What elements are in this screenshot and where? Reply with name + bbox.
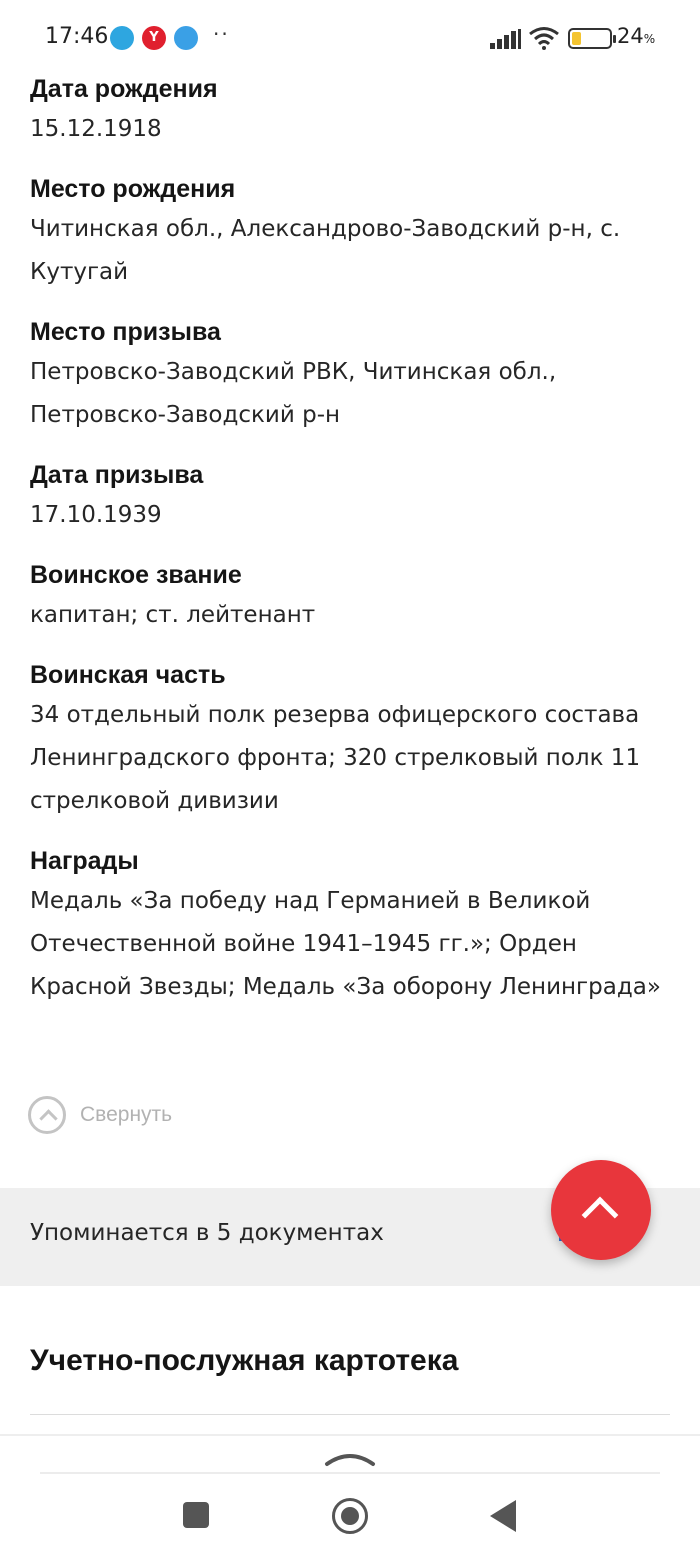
battery-icon xyxy=(568,28,612,49)
nav-divider xyxy=(40,1472,660,1474)
back-icon[interactable] xyxy=(490,1500,516,1532)
detail-field xyxy=(30,313,670,437)
field-label: Дата призыва xyxy=(30,461,204,489)
more-notifications-icon: ·· xyxy=(213,22,230,46)
gesture-handle-icon[interactable] xyxy=(324,1446,376,1468)
telegram-icon xyxy=(110,26,134,50)
navigation-bar xyxy=(0,1434,700,1556)
chevron-up-icon xyxy=(28,1096,66,1134)
home-icon[interactable] xyxy=(332,1498,368,1534)
detail-field xyxy=(30,456,670,537)
soldier-details xyxy=(30,70,670,1028)
field-label: Воинское звание xyxy=(30,561,242,589)
section-title: Учетно-послужная картотека xyxy=(30,1344,459,1377)
field-value: Медаль «За победу над Германией в Великой Отечественной войне 1941–1945 гг.»; Орден Красной Звезды; Медаль «За оборону Ленинграда» xyxy=(30,888,661,1000)
detail-field xyxy=(30,556,670,637)
field-label: Воинская часть xyxy=(30,661,226,689)
field-label: Место призыва xyxy=(30,318,221,346)
arrow-up-icon xyxy=(582,1197,619,1234)
detail-field xyxy=(30,842,670,1009)
status-bar xyxy=(0,0,700,62)
field-value: Читинская обл., Александрово-Заводский р-н, с. Кутугай xyxy=(30,216,621,285)
field-value: 15.12.1918 xyxy=(30,116,162,142)
detail-field xyxy=(30,170,670,294)
field-value: капитан; ст. лейтенант xyxy=(30,602,316,628)
mentions-text: Упоминается в 5 документах xyxy=(30,1220,384,1246)
detail-field xyxy=(30,70,670,151)
battery-percent: 24% xyxy=(617,24,656,48)
field-value: 34 отдельный полк резерва офицерского состава Ленинградского фронта; 320 стрелковый полк 11 стрелковой дивизии xyxy=(30,702,641,814)
wifi-icon xyxy=(528,26,560,50)
scroll-to-top-button[interactable] xyxy=(551,1160,651,1260)
collapse-label: Свернуть xyxy=(80,1103,173,1126)
field-label: Награды xyxy=(30,847,139,875)
field-label: Дата рождения xyxy=(30,75,218,103)
field-value: Петровско-Заводский РВК, Читинская обл., Петровско-Заводский р-н xyxy=(30,359,557,428)
recent-apps-icon[interactable] xyxy=(183,1502,209,1528)
status-time: 17:46 xyxy=(45,24,109,49)
yandex-icon: Y xyxy=(142,26,166,50)
divider xyxy=(30,1414,670,1415)
collapse-button[interactable] xyxy=(28,1095,172,1135)
field-value: 17.10.1939 xyxy=(30,502,162,528)
detail-field xyxy=(30,656,670,823)
app-icon xyxy=(174,26,198,50)
field-label: Место рождения xyxy=(30,175,236,203)
signal-icon xyxy=(490,29,522,49)
